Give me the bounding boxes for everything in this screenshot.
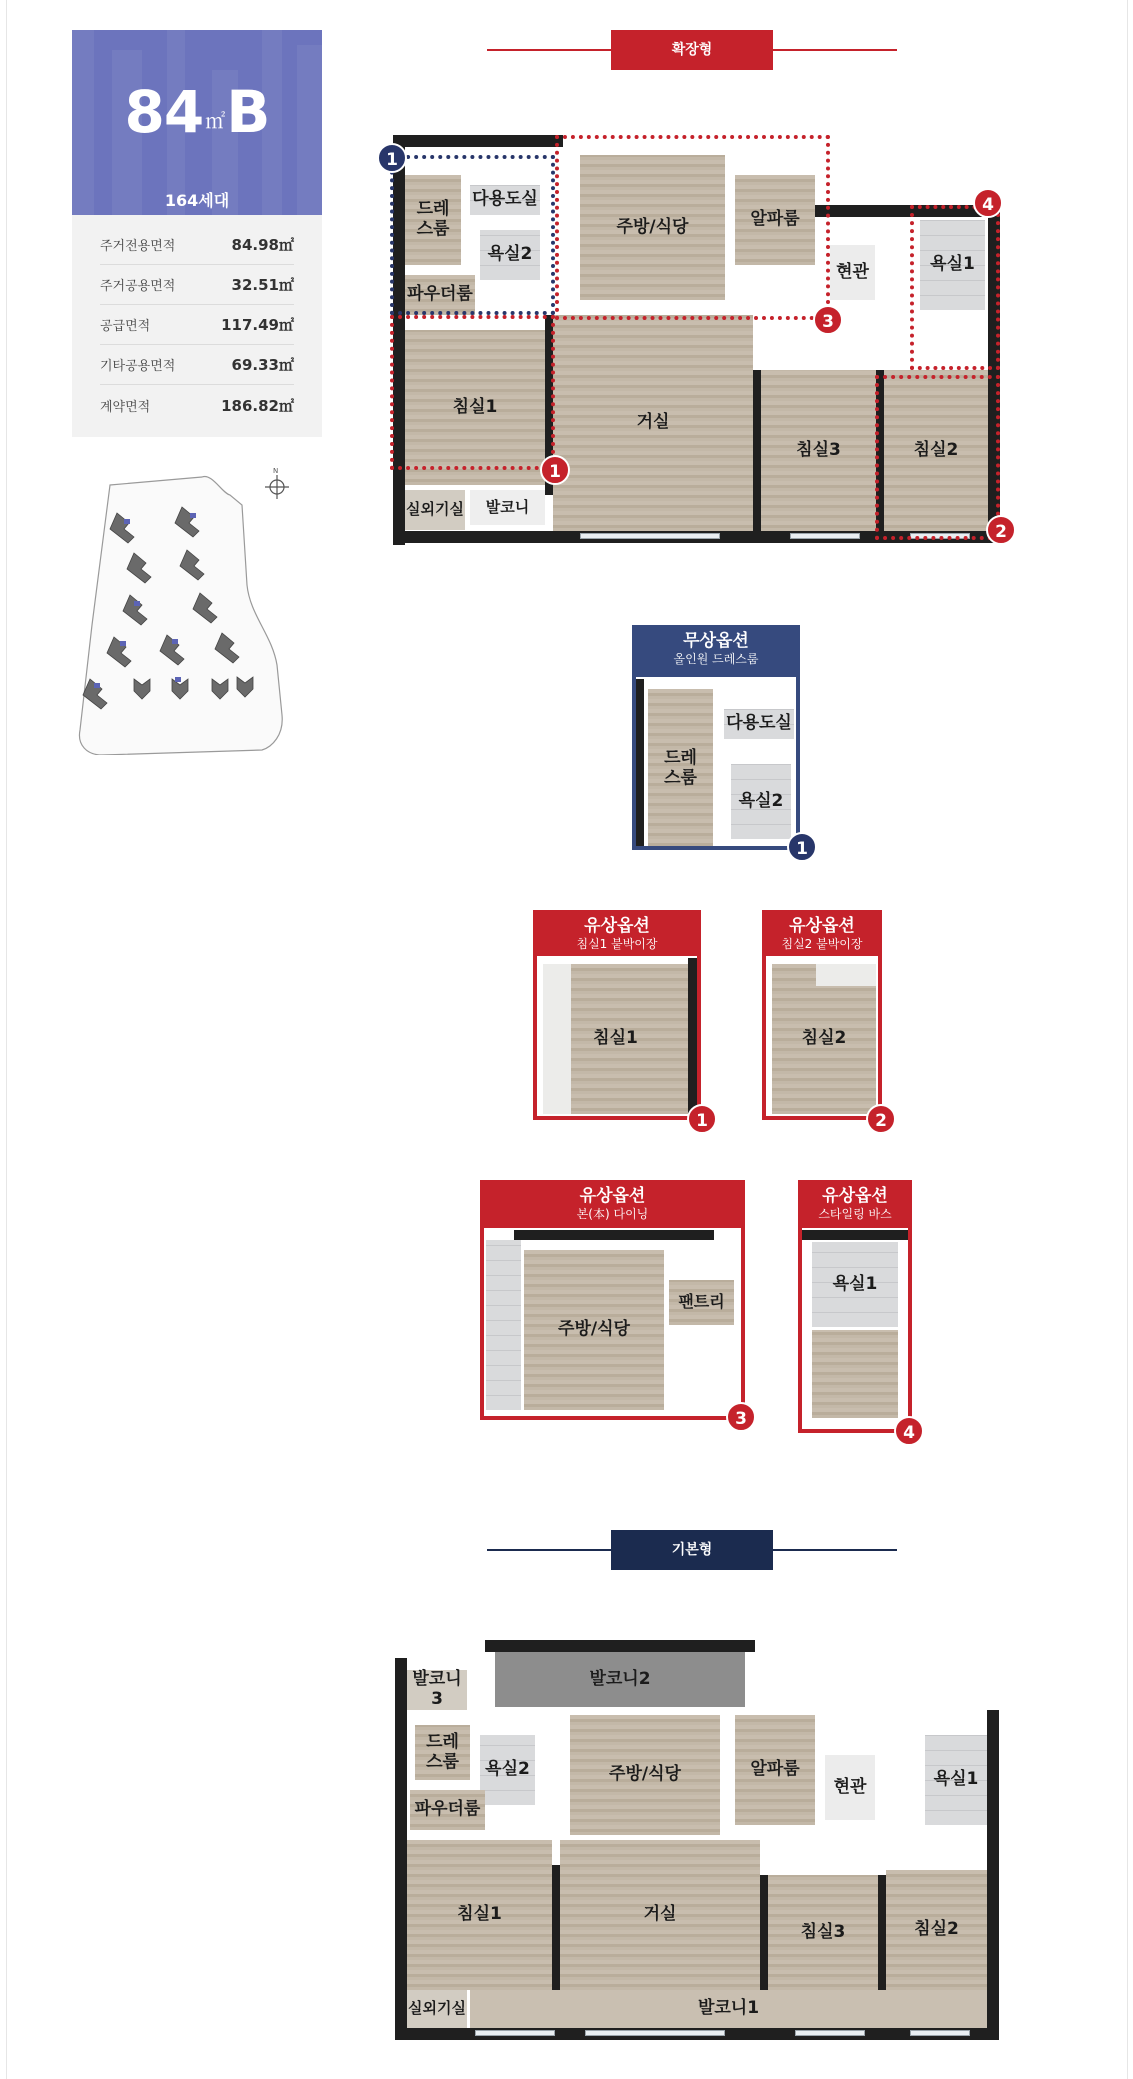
- room-alpha: [735, 1715, 815, 1825]
- area-value: 84.98㎡: [231, 236, 294, 254]
- room-label: 발코니: [485, 497, 530, 516]
- unit-type-card: [72, 30, 322, 215]
- area-table: [72, 215, 322, 437]
- area-label: 주거전용면적: [100, 239, 176, 254]
- room-bath1: [812, 1242, 898, 1327]
- paid-option-bed2: [762, 910, 887, 1131]
- room-dress: [648, 689, 713, 846]
- option-badge: 1: [377, 143, 407, 173]
- room-label: 침실1: [593, 1028, 638, 1049]
- room-label: 욕실2: [485, 1759, 530, 1780]
- option-plan: [484, 1230, 741, 1416]
- area-row: [100, 265, 294, 305]
- room-dress: [415, 1725, 470, 1780]
- option-outline-2: [875, 375, 1000, 540]
- area-row: [100, 345, 294, 385]
- room-entrance: [825, 1755, 875, 1820]
- unit-area-number: 84: [124, 78, 204, 146]
- room-bed3: [768, 1875, 878, 1990]
- option-title: [480, 1180, 745, 1228]
- room-bath1: [925, 1735, 987, 1825]
- option-title-text: 유상옵션: [584, 916, 650, 936]
- option-badge: 2: [986, 515, 1016, 545]
- room-label: 드레 스룸: [664, 748, 697, 788]
- area-row: [100, 225, 294, 265]
- wall: [393, 135, 563, 147]
- basic-floorplan: [395, 1640, 1000, 2040]
- room-bed2: [886, 1870, 987, 1990]
- paid-option-bed1: [533, 910, 708, 1131]
- option-plan: [636, 679, 796, 846]
- room-utility: [724, 709, 794, 739]
- room-label: 드레 스룸: [416, 199, 450, 239]
- area-row: [100, 305, 294, 345]
- room-label: 침실3: [796, 439, 841, 460]
- option-subtitle-text: 침실2 붙박이장: [781, 937, 863, 951]
- wall: [760, 1875, 768, 1990]
- option-subtitle-text: 올인원 드레스룸: [673, 652, 759, 666]
- room-label: 욕실1: [930, 254, 975, 275]
- room-side: [486, 1240, 521, 1410]
- wall: [636, 679, 644, 846]
- site-plan-map: [72, 465, 332, 755]
- room-label: 주방/식당: [609, 1764, 681, 1785]
- room-label: 욕실2: [487, 244, 533, 265]
- room-label: 실외기실: [408, 1999, 466, 2018]
- option-outline-3: [555, 135, 830, 320]
- area-label: 계약면적: [100, 399, 151, 415]
- wall: [688, 958, 697, 1116]
- option-badge: 4: [894, 1416, 924, 1446]
- option-plan: [537, 958, 697, 1116]
- expanded-floorplan: [386, 135, 1010, 545]
- room-label: 파우더룸: [407, 284, 473, 305]
- wall: [552, 1865, 560, 1990]
- option-badge: 1: [687, 1104, 717, 1134]
- households-count: 164세대: [164, 191, 230, 210]
- wall: [987, 1710, 999, 2040]
- option-plan: [802, 1230, 908, 1429]
- room-label: 침실2: [913, 439, 959, 460]
- wall: [485, 1640, 755, 1652]
- room-pantry: [669, 1280, 734, 1325]
- area-row: [100, 385, 294, 425]
- room-label: 실외기실: [406, 500, 464, 519]
- room-label: 파우더룸: [414, 1799, 481, 1820]
- free-option-dressroom: [632, 625, 808, 859]
- room-label: 팬트리: [678, 1292, 725, 1312]
- area-value: 69.33㎡: [231, 356, 294, 374]
- room-label: 침실3: [800, 1921, 846, 1942]
- option-outline-4: [910, 205, 1000, 370]
- area-label: 기타공용면적: [100, 359, 176, 374]
- unit-type-title: [72, 78, 322, 146]
- paid-option-bath: [798, 1180, 915, 1443]
- option-subtitle-text: 본(本) 다이닝: [576, 1207, 649, 1221]
- room-label: 침실1: [452, 396, 498, 417]
- option-badge: 4: [973, 188, 1003, 218]
- room-kitchen: [570, 1715, 720, 1835]
- room-label: 현관: [836, 261, 869, 282]
- room-label: 욕실2: [738, 790, 784, 811]
- option-badge: 1: [787, 832, 817, 862]
- option-subtitle-text: 스타일링 바스: [818, 1207, 892, 1221]
- room-bed3: [761, 370, 876, 531]
- option-title-text: 유상옵션: [822, 1186, 888, 1206]
- basic-header-label: 기본형: [611, 1530, 773, 1570]
- area-label: 주거공용면적: [100, 279, 176, 294]
- option-badge: 3: [726, 1402, 756, 1432]
- wall: [802, 1230, 908, 1240]
- window: [795, 2030, 865, 2036]
- option-plan: [766, 958, 878, 1116]
- room-label: 다용도실: [726, 713, 792, 734]
- wall: [395, 1658, 407, 2038]
- area-value: 32.51㎡: [231, 276, 294, 294]
- room-entrance: [830, 245, 875, 300]
- option-badge: 1: [540, 455, 570, 485]
- room-bath2: [480, 1735, 535, 1805]
- room-balcony3: [407, 1670, 467, 1710]
- room-powder: [410, 1790, 485, 1830]
- room-bed1: [407, 1840, 552, 1990]
- room-label: 다용도실: [472, 189, 538, 210]
- option-badge: 2: [866, 1104, 896, 1134]
- room-outdoor-unit: [407, 1990, 467, 2028]
- paid-option-dining: [480, 1180, 747, 1429]
- room-label: 현관: [833, 1776, 867, 1797]
- window: [475, 2030, 555, 2036]
- room-label: 침실2: [801, 1028, 847, 1049]
- room-label: 알파룸: [750, 1759, 800, 1780]
- room-balcony2: [495, 1652, 745, 1707]
- option-title-text: 유상옵션: [579, 1186, 646, 1206]
- room-outdoor-unit: [405, 490, 465, 530]
- room-label: 알파룸: [750, 209, 800, 230]
- area-value: 117.49㎡: [221, 316, 294, 334]
- room-label: 침실2: [914, 1919, 959, 1940]
- window: [580, 533, 720, 539]
- room-label: 욕실1: [933, 1769, 979, 1790]
- option-title-text: 무상옵션: [683, 631, 749, 651]
- room-label: 발코니1: [697, 1998, 760, 2019]
- built-in-closet: [543, 964, 571, 1114]
- built-in-closet: [816, 964, 876, 986]
- wall: [753, 370, 761, 531]
- room-vanity: [812, 1330, 898, 1418]
- svg-text:N: N: [273, 467, 279, 475]
- option-title: [798, 1180, 912, 1228]
- unit-area-unit: ㎡: [205, 109, 225, 133]
- room-balcony: [470, 490, 545, 525]
- room-bed2: [772, 964, 876, 1114]
- north-compass-icon: [265, 467, 289, 499]
- unit-type-letter: B: [226, 78, 270, 146]
- option-badge: 3: [813, 305, 843, 335]
- room-label: 욕실1: [832, 1273, 878, 1294]
- room-living: [553, 315, 753, 531]
- expanded-section-header: [487, 30, 897, 70]
- room-bath2: [731, 764, 791, 839]
- room-label: 드레 스룸: [426, 1731, 459, 1772]
- room-kitchen: [524, 1250, 664, 1410]
- window: [585, 2030, 725, 2036]
- room-label: 침실1: [457, 1904, 502, 1925]
- area-label: 공급면적: [100, 319, 151, 334]
- basic-section-header: [487, 1530, 897, 1570]
- room-label: 발코니3: [412, 1669, 462, 1709]
- room-balcony1: [470, 1990, 987, 2028]
- option-title: [533, 910, 701, 956]
- option-outline-1-paid: [390, 315, 555, 470]
- room-label: 주방/식당: [616, 216, 689, 237]
- room-living: [560, 1840, 760, 1990]
- expanded-header-label: 확장형: [611, 30, 773, 70]
- wall: [514, 1230, 714, 1240]
- area-value: 186.82㎡: [221, 396, 294, 415]
- room-label: 주방/식당: [558, 1319, 630, 1340]
- option-title: [762, 910, 882, 956]
- room-label: 거실: [636, 412, 670, 433]
- window: [910, 2030, 970, 2036]
- window: [790, 533, 860, 539]
- option-outline-1-free: [390, 155, 555, 315]
- wall: [878, 1875, 886, 1990]
- option-title-text: 유상옵션: [789, 916, 855, 936]
- room-label: 발코니2: [589, 1668, 651, 1689]
- option-subtitle-text: 침실1 붙박이장: [576, 937, 658, 951]
- room-label: 거실: [643, 1904, 677, 1925]
- option-title: [632, 625, 800, 677]
